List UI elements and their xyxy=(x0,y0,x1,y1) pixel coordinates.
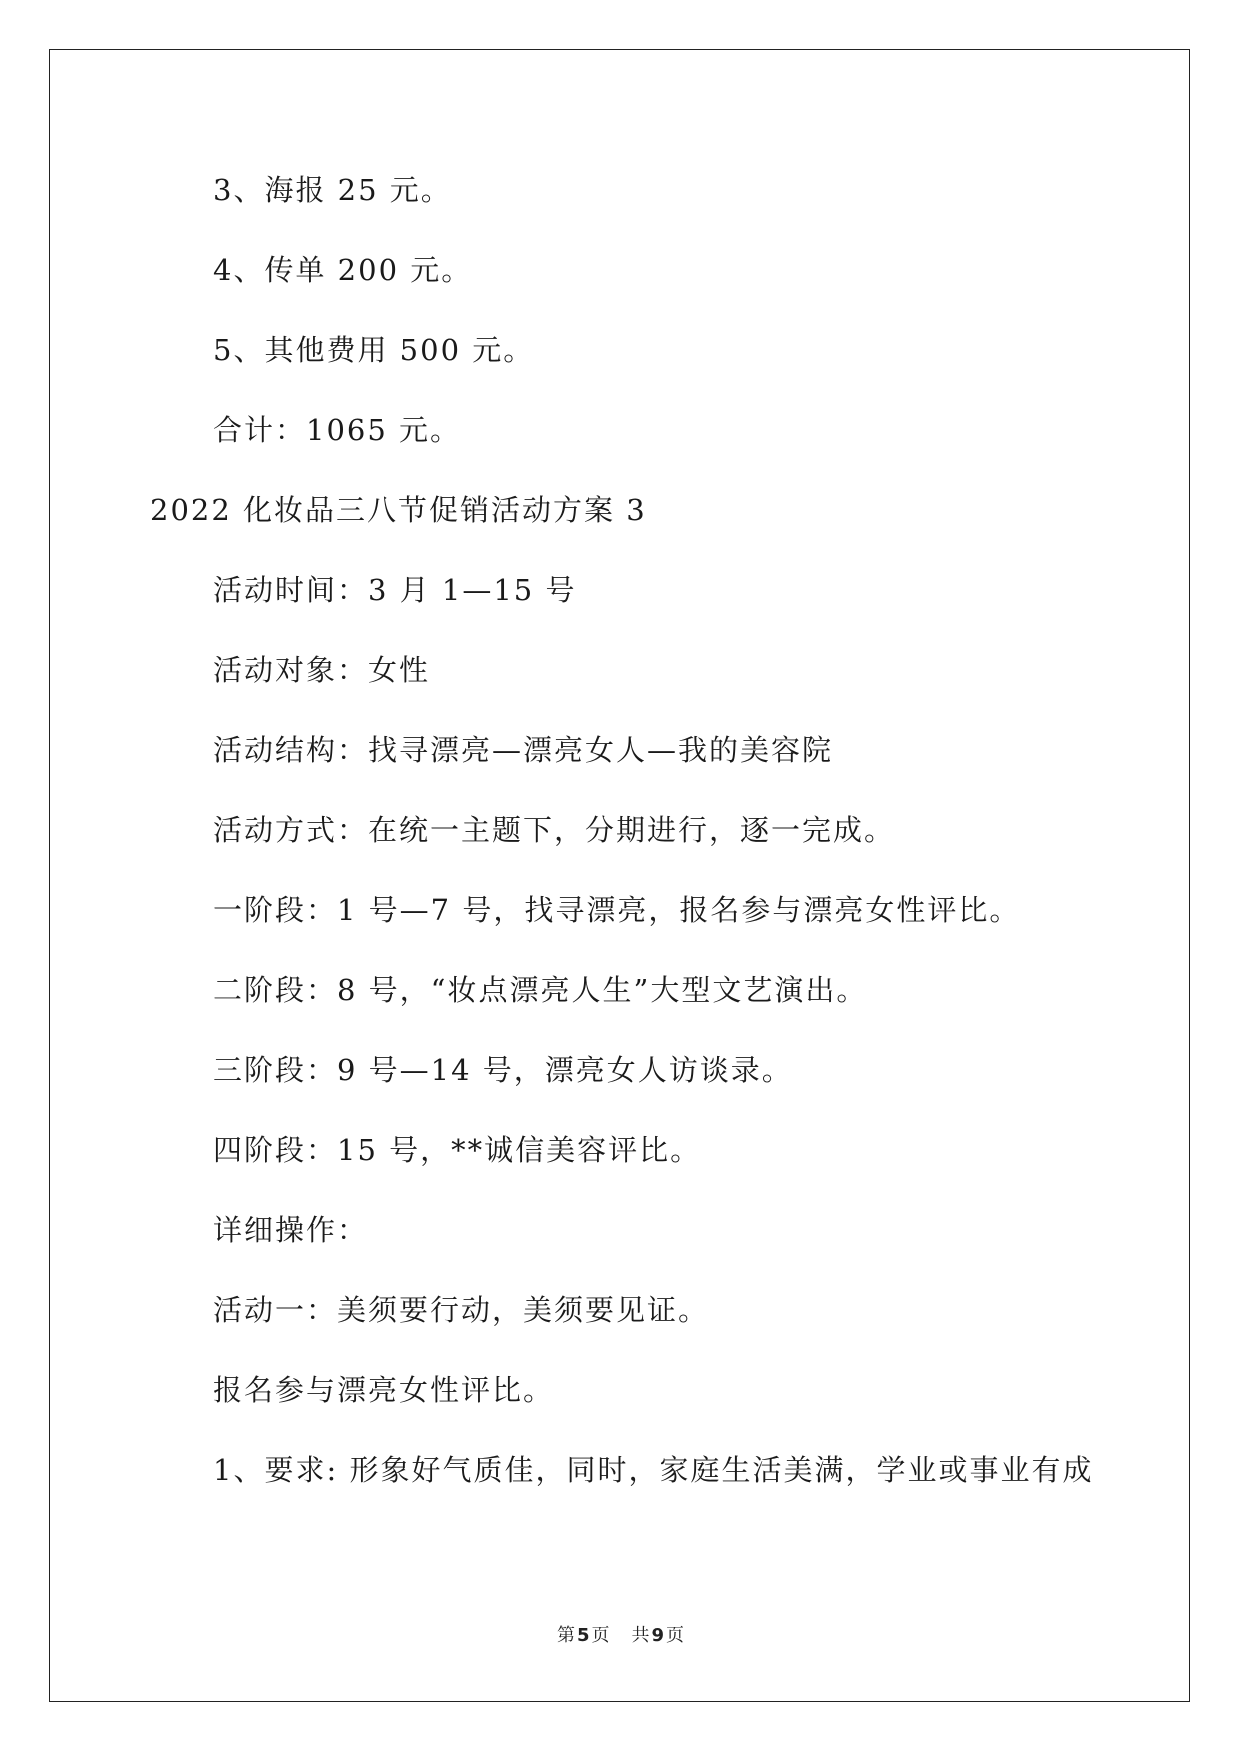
paragraph-other-cost: 5、其他费用 500 元。 xyxy=(213,333,535,367)
paragraph-details-heading: 详细操作： xyxy=(213,1213,369,1247)
footer-page-unit: 页 xyxy=(591,1625,610,1646)
paragraph-stage-four: 四阶段：15 号，**诚信美容评比。 xyxy=(213,1133,702,1167)
footer-total-pages: 9 xyxy=(651,1625,665,1646)
paragraph-activity-one: 活动一：美须要行动，美须要见证。 xyxy=(213,1293,710,1327)
paragraph-activity-structure: 活动结构：找寻漂亮—漂亮女人—我的美容院 xyxy=(213,733,834,767)
footer-total-unit: 页 xyxy=(666,1625,685,1646)
paragraph-signup: 报名参与漂亮女性评比。 xyxy=(213,1373,555,1407)
paragraph-stage-two: 二阶段：8 号，“妆点漂亮人生”大型文艺演出。 xyxy=(213,973,868,1007)
paragraph-total: 合计：1065 元。 xyxy=(213,413,462,447)
paragraph-requirement: 1、要求: 形象好气质佳，同时，家庭生活美满，学业或事业有成 xyxy=(213,1453,1094,1487)
paragraph-activity-target: 活动对象：女性 xyxy=(213,653,431,687)
page-footer xyxy=(0,1621,1241,1647)
paragraph-activity-method: 活动方式：在统一主题下，分期进行，逐一完成。 xyxy=(213,813,896,847)
footer-prefix: 第 xyxy=(556,1625,575,1646)
paragraph-flyer-cost: 4、传单 200 元。 xyxy=(213,253,473,287)
footer-total-prefix: 共 xyxy=(631,1625,650,1646)
paragraph-stage-one: 一阶段：1 号—7 号，找寻漂亮，报名参与漂亮女性评比。 xyxy=(213,893,1021,927)
section-heading: 2022 化妆品三八节促销活动方案 3 xyxy=(150,493,647,527)
paragraph-poster-cost: 3、海报 25 元。 xyxy=(213,173,452,207)
paragraph-stage-three: 三阶段：9 号—14 号，漂亮女人访谈录。 xyxy=(213,1053,793,1087)
paragraph-activity-time: 活动时间：3 月 1—15 号 xyxy=(213,573,577,607)
footer-page-number: 5 xyxy=(576,1625,590,1646)
